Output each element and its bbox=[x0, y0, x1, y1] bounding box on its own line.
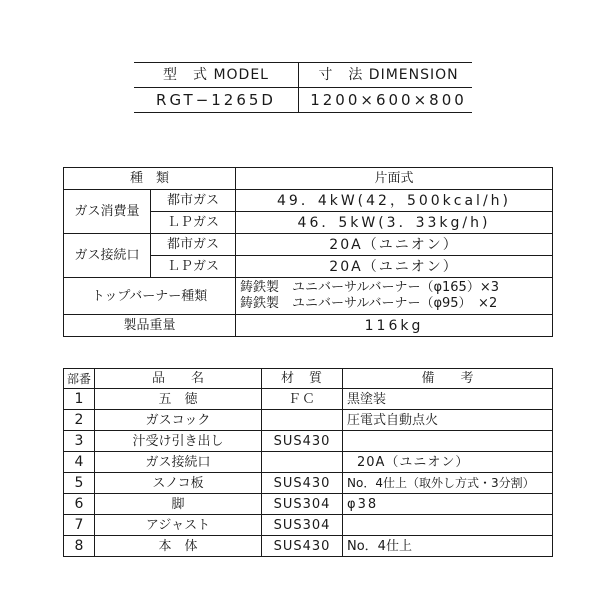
part-number: 7 bbox=[64, 515, 95, 536]
part-number: 1 bbox=[64, 389, 95, 410]
parts-table bbox=[63, 368, 553, 557]
model-header-row bbox=[134, 63, 472, 88]
part-remark: φ38 bbox=[343, 494, 553, 515]
weight-value: 116kg bbox=[236, 315, 553, 337]
part-remark bbox=[343, 515, 553, 536]
table-row bbox=[64, 389, 553, 410]
part-remark: 黒塗装 bbox=[343, 389, 553, 410]
city-gas-label: 都市ガス bbox=[151, 234, 236, 256]
part-number: 3 bbox=[64, 431, 95, 452]
spec-kind-header: 種 類 bbox=[64, 168, 236, 190]
part-material bbox=[262, 410, 343, 431]
spec-type-header: 片面式 bbox=[236, 168, 553, 190]
part-name: アジャスト bbox=[95, 515, 262, 536]
burner-value bbox=[236, 278, 553, 315]
remark-header: 備 考 bbox=[343, 369, 553, 389]
model-data-row bbox=[134, 88, 472, 113]
part-number: 6 bbox=[64, 494, 95, 515]
part-material: ＦＣ bbox=[262, 389, 343, 410]
lp-gas-label: ＬＰガス bbox=[151, 256, 236, 278]
table-row bbox=[64, 431, 553, 452]
part-remark: 20A（ユニオン） bbox=[343, 452, 553, 473]
part-name: ガス接続口 bbox=[95, 452, 262, 473]
part-remark: No．4仕上 bbox=[343, 536, 553, 557]
part-material: SUS304 bbox=[262, 515, 343, 536]
part-name: スノコ板 bbox=[95, 473, 262, 494]
table-row bbox=[64, 410, 553, 431]
table-row bbox=[64, 452, 553, 473]
part-name-header: 品 名 bbox=[95, 369, 262, 389]
part-name: ガスコック bbox=[95, 410, 262, 431]
consumption-city-value: 49．4kW(42，500kcal/h) bbox=[236, 190, 553, 212]
part-number: 4 bbox=[64, 452, 95, 473]
burner-kind-label: トップバーナー種類 bbox=[64, 278, 236, 315]
part-material bbox=[262, 452, 343, 473]
table-row bbox=[64, 536, 553, 557]
weight-row bbox=[64, 315, 553, 337]
burner-line-1: 鋳鉄製 ユニバーサルバーナー（φ165）×3 bbox=[240, 280, 499, 295]
dimension-header: 寸 法 DIMENSION bbox=[299, 63, 473, 88]
gas-consumption-label: ガス消費量 bbox=[64, 190, 151, 234]
part-number: 2 bbox=[64, 410, 95, 431]
spec-table bbox=[63, 167, 553, 337]
table-row bbox=[64, 494, 553, 515]
model-value: RGT−1265D bbox=[134, 88, 299, 113]
part-material: SUS430 bbox=[262, 473, 343, 494]
material-header: 材 質 bbox=[262, 369, 343, 389]
part-name: 脚 bbox=[95, 494, 262, 515]
table-row bbox=[64, 515, 553, 536]
burner-row bbox=[64, 278, 553, 315]
part-remark: 圧電式自動点火 bbox=[343, 410, 553, 431]
model-header: 型 式 MODEL bbox=[134, 63, 299, 88]
model-dimension-table bbox=[134, 62, 472, 113]
gas-connection-label: ガス接続口 bbox=[64, 234, 151, 278]
part-number: 5 bbox=[64, 473, 95, 494]
part-material: SUS304 bbox=[262, 494, 343, 515]
table-row bbox=[64, 473, 553, 494]
connection-lp-value: 20A（ユニオン） bbox=[236, 256, 553, 278]
connection-city-value: 20A（ユニオン） bbox=[236, 234, 553, 256]
burner-line-2: 鋳鉄製 ユニバーサルバーナー（φ95） ×2 bbox=[240, 296, 498, 311]
dimension-value: 1200×600×800 bbox=[310, 90, 467, 109]
consumption-lp-value: 46．5kW(3．33kg/h) bbox=[236, 212, 553, 234]
part-name: 五 徳 bbox=[95, 389, 262, 410]
part-name: 本 体 bbox=[95, 536, 262, 557]
parts-header-row bbox=[64, 369, 553, 389]
part-remark bbox=[343, 431, 553, 452]
city-gas-label: 都市ガス bbox=[151, 190, 236, 212]
connection-city-row bbox=[64, 234, 553, 256]
spec-header-row bbox=[64, 168, 553, 190]
part-material: SUS430 bbox=[262, 431, 343, 452]
part-number: 8 bbox=[64, 536, 95, 557]
consumption-city-row bbox=[64, 190, 553, 212]
part-material: SUS430 bbox=[262, 536, 343, 557]
weight-label: 製品重量 bbox=[64, 315, 236, 337]
part-remark: No．4仕上（取外し方式・3分割） bbox=[343, 473, 553, 494]
part-number-header: 部番 bbox=[64, 369, 95, 389]
lp-gas-label: ＬＰガス bbox=[151, 212, 236, 234]
part-name: 汁受け引き出し bbox=[95, 431, 262, 452]
